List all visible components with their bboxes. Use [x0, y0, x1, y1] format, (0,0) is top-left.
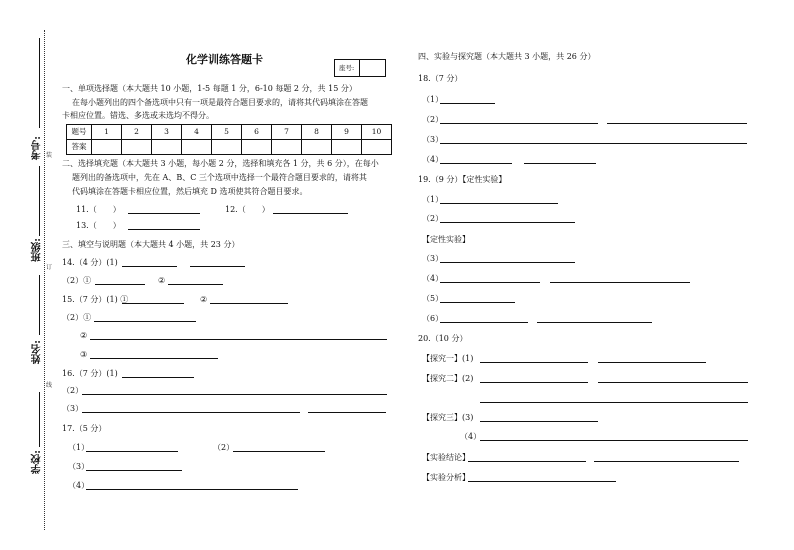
q19-3-line[interactable]: [440, 262, 575, 263]
q17-1-line[interactable]: [86, 451, 178, 452]
conclusion-label: 【实验结论】: [422, 453, 470, 462]
q19-1-label: （1）: [422, 195, 444, 204]
q17-4-label: （4）: [68, 481, 90, 490]
q14-label: 14.（4 分）(1): [62, 258, 118, 267]
q19-3-label: （3）: [422, 254, 444, 263]
analysis-label: 【实验分析】: [422, 473, 470, 482]
exam-no-line: [39, 38, 40, 128]
answer-cell[interactable]: [152, 140, 182, 155]
question-number: 3: [152, 125, 182, 140]
explore1-line-b[interactable]: [598, 362, 706, 363]
conclusion-line-a[interactable]: [468, 461, 586, 462]
xian-mark: 线: [46, 382, 53, 389]
section4-header: 四、实验与探究题（本大题共 3 小题，共 26 分）: [418, 52, 596, 61]
q17-2-label: （2）: [213, 443, 235, 452]
q18-2-line-b[interactable]: [607, 123, 747, 124]
q11-answer-line[interactable]: [128, 213, 200, 214]
section1-inst2: 卡相应位置。错选、多选或未选均不得分。: [62, 111, 214, 120]
q15-2-line-b[interactable]: [90, 339, 387, 340]
explore1-line-a[interactable]: [480, 362, 588, 363]
row-label-question: 题号: [67, 125, 92, 140]
q13-label: 13.（ ）: [76, 221, 121, 230]
section2-inst2: 代码填涂在答题卡相应位置，然后填充 D 选项使其符合题目要求。: [72, 187, 308, 196]
q15-2-label: （2）①: [62, 313, 92, 322]
answer-cell[interactable]: [272, 140, 302, 155]
seat-label: 座号:: [339, 64, 355, 72]
q19-6-label: （6）: [422, 314, 444, 323]
zhuang-mark: 装: [46, 152, 53, 159]
q19-2-line[interactable]: [440, 222, 575, 223]
q18-4-label: （4）: [422, 155, 444, 164]
q17-2-line[interactable]: [233, 451, 325, 452]
q12-label: 12.（ ）: [225, 205, 270, 214]
explore3-4-label: （4）: [460, 432, 482, 441]
analysis-line[interactable]: [468, 481, 616, 482]
q14-2b-label: ②: [158, 276, 166, 285]
explore2-label: 【探究二】(2): [422, 374, 474, 383]
q16-3-label: （3）: [62, 404, 84, 413]
q18-1-line[interactable]: [440, 103, 495, 104]
q15-1-line-a[interactable]: [122, 303, 184, 304]
q18-4-line-b[interactable]: [524, 163, 596, 164]
section2-header: 二、选择填充题（本大题共 3 小题，每小题 2 分，选择和填充各 1 分，共 6 分），在每小: [62, 159, 379, 168]
class-label: 班级:: [32, 238, 43, 262]
q11-label: 11.（ ）: [76, 205, 121, 214]
q16-1-line[interactable]: [122, 377, 194, 378]
q15-2-line-a[interactable]: [94, 321, 196, 322]
q18-2-line-a[interactable]: [440, 123, 598, 124]
explore2-line-a[interactable]: [480, 382, 588, 383]
q13-answer-line[interactable]: [128, 229, 200, 230]
q16-2-line[interactable]: [82, 394, 387, 395]
question-number: 2: [122, 125, 152, 140]
name-label: 姓名:: [32, 340, 43, 364]
question-number: 4: [182, 125, 212, 140]
conclusion-line-b[interactable]: [594, 461, 739, 462]
question-number: 8: [302, 125, 332, 140]
explore2-line-c[interactable]: [480, 402, 748, 403]
q18-3-label: （3）: [422, 135, 444, 144]
q16-label: 16.（7 分）(1): [62, 369, 118, 378]
name-line: [39, 275, 40, 335]
school-line: [39, 392, 40, 447]
q15-2c-label: ③: [80, 350, 88, 359]
q16-3-line-b[interactable]: [308, 412, 386, 413]
answer-table: [66, 124, 392, 155]
question-number: 5: [212, 125, 242, 140]
exam-no-label: 考号:: [32, 136, 43, 160]
q16-3-line-a[interactable]: [82, 412, 300, 413]
explore1-label: 【探究一】(1): [422, 354, 474, 363]
section2-inst1: 题列出的备选项中，先在 A、B、C 三个选项中选择一个最符合题目要求的，请将其: [72, 173, 367, 182]
question-number: 6: [242, 125, 272, 140]
q17-1-label: （1）: [68, 443, 90, 452]
q19-subheading: 【定性实验】: [422, 235, 470, 244]
q19-2-label: （2）: [422, 214, 444, 223]
answer-cell[interactable]: [122, 140, 152, 155]
q17-4-line[interactable]: [86, 489, 298, 490]
section1-header: 一、单项选择题（本大题共 10 小题，1-5 每题 1 分，6-10 每题 2 分，共 15 分）: [62, 84, 357, 93]
q18-1-label: （1）: [422, 95, 444, 104]
question-number: 10: [362, 125, 392, 140]
q19-5-label: （5）: [422, 294, 444, 303]
q19-label: 19.（9 分）【定性实验】: [418, 175, 507, 184]
q19-1-line[interactable]: [440, 203, 558, 204]
q19-4-line-b[interactable]: [550, 282, 690, 283]
table-row-answers: [67, 140, 392, 155]
q15-b-label: ②: [200, 295, 208, 304]
q19-4-line-a[interactable]: [440, 282, 540, 283]
q20-label: 20.（10 分）: [418, 334, 468, 343]
q15-label: 15.（7 分）(1) ①: [62, 295, 129, 304]
page-title: 化学训练答题卡: [186, 53, 263, 66]
explore3-label: 【探究三】(3): [422, 413, 474, 422]
section1-inst1: 在每小题列出的四个备选项中只有一项是最符合题目要求的，请将其代码填涂在答题: [72, 98, 368, 107]
q17-3-line[interactable]: [86, 470, 182, 471]
q15-2-line-c[interactable]: [90, 358, 218, 359]
q14-1-line-b[interactable]: [190, 266, 245, 267]
question-number: 1: [92, 125, 122, 140]
seat-box[interactable]: [334, 59, 386, 77]
q14-2-line-a[interactable]: [95, 284, 145, 285]
q18-2-label: （2）: [422, 115, 444, 124]
q17-3-label: （3）: [68, 462, 90, 471]
ding-mark: 订: [46, 264, 53, 271]
answer-cell[interactable]: [92, 140, 122, 155]
school-label: 学校:: [32, 450, 43, 474]
answer-cell[interactable]: [362, 140, 392, 155]
explore3-line[interactable]: [480, 421, 598, 422]
q14-2-line-b[interactable]: [168, 284, 223, 285]
q15-1-line-b[interactable]: [210, 303, 288, 304]
answer-cell[interactable]: [212, 140, 242, 155]
answer-cell[interactable]: [182, 140, 212, 155]
explore2-line-b[interactable]: [598, 382, 748, 383]
q12-answer-line[interactable]: [273, 213, 348, 214]
q14-2-label: （2）①: [62, 276, 92, 285]
q19-6-line-a[interactable]: [440, 322, 528, 323]
question-number: 9: [332, 125, 362, 140]
q17-label: 17.（5 分）: [62, 424, 107, 433]
q19-6-line-b[interactable]: [537, 322, 652, 323]
section3-header: 三、填空与说明题（本大题共 4 小题，共 23 分）: [62, 240, 240, 249]
row-label-answer: 答案: [67, 140, 92, 155]
q19-5-line[interactable]: [440, 302, 515, 303]
answer-cell[interactable]: [242, 140, 272, 155]
q16-2-label: （2）: [62, 386, 84, 395]
q18-4-line-a[interactable]: [440, 163, 512, 164]
explore3-4-line[interactable]: [480, 440, 748, 441]
answer-cell[interactable]: [332, 140, 362, 155]
q14-1-line-a[interactable]: [122, 266, 177, 267]
q15-2b-label: ②: [80, 331, 88, 340]
question-number: 7: [272, 125, 302, 140]
table-row-numbers: [67, 125, 392, 140]
q19-4-label: （4）: [422, 274, 444, 283]
q18-3-line[interactable]: [440, 143, 747, 144]
q18-label: 18.（7 分）: [418, 74, 463, 83]
class-line: [39, 166, 40, 236]
answer-cell[interactable]: [302, 140, 332, 155]
